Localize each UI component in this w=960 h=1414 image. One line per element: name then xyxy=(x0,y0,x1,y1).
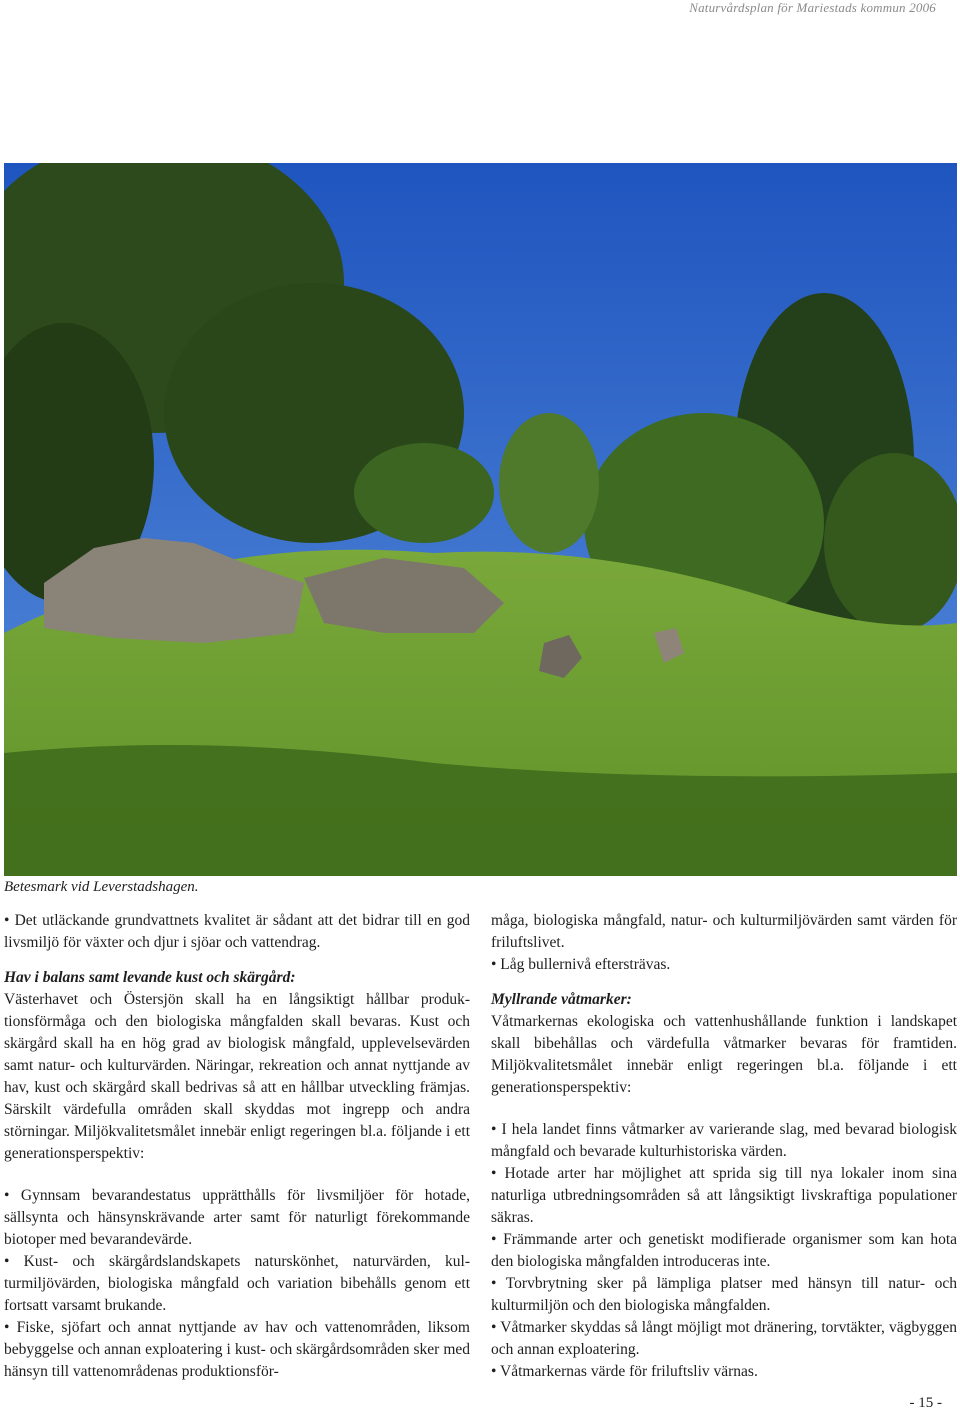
pasture-photo xyxy=(4,163,957,876)
bullet-item: • Torvbrytning sker på lämpliga platser med hänsyn till natur- och kulturmiljön och den biologiska mångfalden. xyxy=(491,1275,957,1314)
bullet-item: • Våtmarkernas värde för friluftsliv värnas. xyxy=(491,1363,758,1380)
right-column xyxy=(491,910,957,1383)
page-number: - 15 - xyxy=(909,1395,942,1411)
bullet-noise: • Låg bullernivå eftersträvas. xyxy=(491,956,671,973)
continuation-text: måga, biologiska mångfald, natur- och kulturmiljövärden samt värden för friluftslivet. xyxy=(491,912,957,951)
bullet-item: • Kust- och skärgårdslandskapets naturskönhet, naturvärden, kulturmiljövärden, biologiska mångfald och variation bibehålls genom ett fortsatt varsamt brukande. xyxy=(4,1253,470,1314)
pasture-landscape-photo xyxy=(4,163,957,876)
section-body-sea: Västerhavet och Östersjön skall ha en långsiktigt hållbar produktionsförmåga och den biologiska mångfalden skall bevaras. Kust och skärgård skall ha en hög grad av biologisk mångfald, upplevelsevärden samt natur- och kulturvärden. Näringar, rekreation och annat nyttjande av hav, kust och skärgård skall bedrivas så att en hållbar utveckling främjas. Särskilt värdefulla områden skall skyddas mot ingrepp och andra störningar. Miljökvalitetsmålet innebär enligt regeringen bl.a. följande i ett generationsperspektiv: xyxy=(4,991,470,1162)
bullet-item: • Gynnsam bevarandestatus upprätthålls för livsmiljöer för hotade, sällsynta och hänsynskrävande arter samt för naturligt förekommande biotoper med bevarandevärde. xyxy=(4,1187,470,1248)
bullet-item: • Hotade arter har möjlighet att sprida sig till nya lokaler inom sina naturliga utbredningsområden så att långsiktigt livskraftiga populationer säkras. xyxy=(491,1165,957,1226)
bullet-groundwater: • Det utläckande grundvattnets kvalitet är sådant att det bidrar till en god livsmiljö för växter och djur i sjöar och vattendrag. xyxy=(4,912,470,951)
bullet-item: • Fiske, sjöfart och annat nyttjande av hav och vattenområden, liksom bebyggelse och annan exploatering i kust- och skärgårdsområden sker med hänsyn till vattenområdenas produktionsför- xyxy=(4,1319,470,1380)
left-column xyxy=(4,910,470,1383)
section-heading-sea: Hav i balans samt levande kust och skärgård: xyxy=(4,969,296,986)
section-heading-wetlands: Myllrande våtmarker: xyxy=(491,991,632,1008)
section-body-wetlands: Våtmarkernas ekologiska och vattenhushållande funktion i landskapet skall bibehållas och värdefulla våtmarker bevaras för framtiden. Miljökvalitetsmålet innebär enligt regeringen bl.a. följande i ett generationsperspektiv: xyxy=(491,1013,957,1096)
bullet-item: • Främmande arter och genetiskt modifierade organismer som kan hota den biologiska mångfalden introduceras inte. xyxy=(491,1231,957,1270)
bullet-item: • I hela landet finns våtmarker av varierande slag, med bevarad biologisk mångfald och bevarade kulturhistoriska värden. xyxy=(491,1121,957,1160)
running-header: Naturvårdsplan för Mariestads kommun 2006 xyxy=(689,0,936,15)
photo-caption: Betesmark vid Leverstadshagen. xyxy=(4,879,199,895)
bullet-item: • Våtmarker skyddas så långt möjligt mot dränering, torvtäkter, vägbyggen och annan exploatering. xyxy=(491,1319,957,1358)
